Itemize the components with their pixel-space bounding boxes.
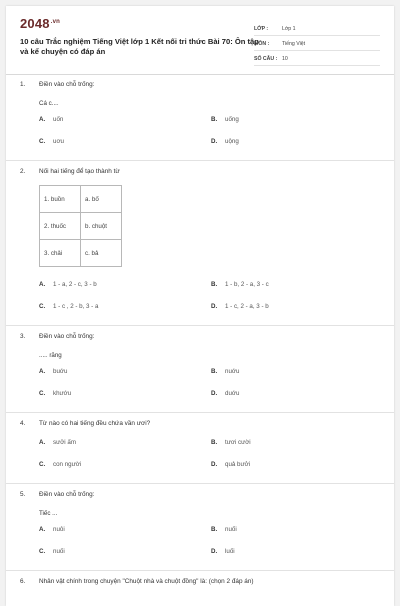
option-d[interactable]: D. luối <box>211 548 235 555</box>
question-text: Điền vào chỗ trống: <box>39 491 95 498</box>
table-row <box>40 213 122 240</box>
meta-question-count: SỐ CÂU : 10 <box>254 52 380 66</box>
question-4 <box>6 415 394 484</box>
question-text: Điền vào chỗ trống: <box>39 81 95 88</box>
option-a[interactable]: A. 1 - a, 2 - c, 3 - b <box>39 281 97 288</box>
question-divider <box>6 404 394 413</box>
question-text: Từ nào có hai tiếng đều chứa vần ươi? <box>39 420 151 427</box>
question-divider <box>6 152 394 161</box>
option-b[interactable]: B. nuối <box>211 526 237 533</box>
option-c[interactable]: C. nuối <box>39 548 65 555</box>
question-3 <box>6 328 394 413</box>
option-d[interactable]: D. duớu <box>211 390 240 397</box>
question-divider <box>6 475 394 484</box>
question-2 <box>6 163 394 326</box>
question-1 <box>6 76 394 161</box>
option-b[interactable]: B. nuớu <box>211 368 240 375</box>
question-number: 3. <box>20 333 26 340</box>
option-b[interactable]: B. uống <box>211 116 239 123</box>
question-6 <box>6 573 394 589</box>
question-number: 1. <box>20 81 26 88</box>
table-row <box>40 240 122 267</box>
option-a[interactable]: A. sưởi ấm <box>39 439 76 446</box>
option-b[interactable]: B. 1 - b, 2 - a, 3 - c <box>211 281 269 288</box>
question-prompt: Tiếc ... <box>39 510 58 517</box>
option-d[interactable]: D. quả bưởi <box>211 461 251 468</box>
option-c[interactable]: C. khướu <box>39 390 72 397</box>
question-text: Nhân vật chính trong chuyện "Chuột nhà và chuột đồng" là: (chọn 2 đáp án) <box>39 578 254 585</box>
option-c[interactable]: C. uơu <box>39 138 64 145</box>
question-number: 2. <box>20 168 26 175</box>
table-cell: c. bả <box>81 240 122 267</box>
question-prompt: Cá c.... <box>39 100 59 107</box>
meta-subject: MÔN : Tiếng Việt <box>254 37 380 51</box>
table-cell: 3. chải <box>40 240 81 267</box>
option-d[interactable]: D. 1 - c, 2 - a, 3 - b <box>211 303 269 310</box>
question-prompt: ..... răng <box>39 352 62 359</box>
matching-table <box>39 185 122 267</box>
page-header <box>6 6 394 68</box>
question-number: 6. <box>20 578 26 585</box>
option-a[interactable]: A. nuôi <box>39 526 65 533</box>
header-divider <box>6 74 394 75</box>
table-row <box>40 186 122 213</box>
question-text: Nối hai tiếng để tạo thành từ <box>39 168 120 175</box>
site-logo[interactable]: $2048^{.vn}$ <box>20 16 61 31</box>
question-text: Điền vào chỗ trống: <box>39 333 95 340</box>
option-a[interactable]: A. uốn <box>39 116 64 123</box>
question-divider <box>6 562 394 571</box>
table-cell: 2. thuốc <box>40 213 81 240</box>
table-cell: b. chuột <box>81 213 122 240</box>
option-c[interactable]: C. con người <box>39 461 82 468</box>
question-list <box>6 76 394 589</box>
table-cell: 1. buồn <box>40 186 81 213</box>
question-number: 4. <box>20 420 26 427</box>
quiz-title: 10 câu Trắc nghiệm Tiếng Việt lớp 1 Kết nối tri thức Bài 70: Ôn tập và kể chuyện có đáp án <box>20 37 259 56</box>
question-5 <box>6 486 394 571</box>
option-d[interactable]: D. uộng <box>211 138 239 145</box>
option-a[interactable]: A. buớu <box>39 368 68 375</box>
question-number: 5. <box>20 491 26 498</box>
meta-grade: LỚP : Lớp 1 <box>254 22 380 36</box>
quiz-meta <box>254 22 380 67</box>
question-divider <box>6 317 394 326</box>
quiz-page <box>6 6 394 606</box>
table-cell: a. bố <box>81 186 122 213</box>
option-b[interactable]: B. tươi cười <box>211 439 251 446</box>
option-c[interactable]: C. 1 - c , 2 - b, 3 - a <box>39 303 99 310</box>
